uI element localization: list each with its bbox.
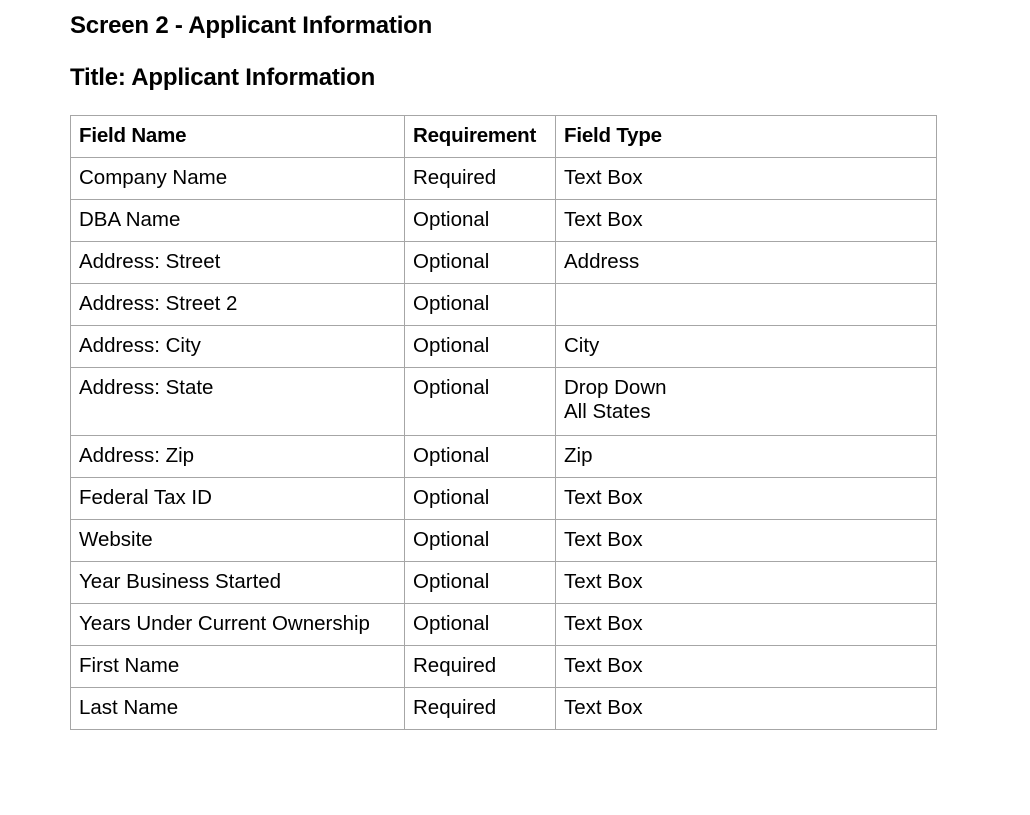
cell-field-name: Address: City	[71, 326, 405, 368]
cell-requirement: Optional	[405, 368, 556, 436]
field-type-line: Text Box	[564, 654, 643, 677]
table-row	[71, 326, 937, 368]
header-requirement: Requirement	[405, 116, 556, 158]
table-row	[71, 284, 937, 326]
cell-requirement: Optional	[405, 326, 556, 368]
field-type-line: Text Box	[564, 570, 643, 593]
cell-field-type	[556, 242, 937, 284]
cell-field-name: Address: State	[71, 368, 405, 436]
field-type-line: Text Box	[564, 166, 643, 189]
table-row	[71, 200, 937, 242]
table-row	[71, 646, 937, 688]
cell-requirement: Optional	[405, 200, 556, 242]
cell-requirement: Optional	[405, 242, 556, 284]
cell-field-name: Federal Tax ID	[71, 478, 405, 520]
table-row	[71, 368, 937, 436]
cell-field-type	[556, 200, 937, 242]
field-spec-table	[70, 115, 937, 730]
cell-field-name: Address: Zip	[71, 436, 405, 478]
cell-field-name: DBA Name	[71, 200, 405, 242]
field-type-line: Zip	[564, 444, 593, 467]
cell-field-name: Company Name	[71, 158, 405, 200]
field-type-line: Text Box	[564, 612, 643, 635]
table-row	[71, 478, 937, 520]
cell-requirement: Optional	[405, 520, 556, 562]
field-type-line: Text Box	[564, 208, 643, 231]
header-field-name: Field Name	[71, 116, 405, 158]
field-type-line: Text Box	[564, 696, 643, 719]
cell-requirement: Required	[405, 158, 556, 200]
cell-field-name: First Name	[71, 646, 405, 688]
cell-field-type	[556, 646, 937, 688]
cell-field-type	[556, 478, 937, 520]
cell-field-type	[556, 520, 937, 562]
cell-field-name: Years Under Current Ownership	[71, 604, 405, 646]
screen-heading: Screen 2 - Applicant Information	[70, 12, 433, 39]
cell-field-type	[556, 284, 937, 326]
cell-field-type	[556, 436, 937, 478]
table-row	[71, 242, 937, 284]
cell-field-type	[556, 368, 937, 436]
table-row	[71, 604, 937, 646]
cell-field-type	[556, 158, 937, 200]
cell-requirement: Required	[405, 688, 556, 730]
cell-field-type	[556, 562, 937, 604]
field-type-line: Address	[564, 250, 640, 273]
cell-field-name: Address: Street	[71, 242, 405, 284]
field-type-line: Drop Down	[564, 376, 667, 399]
table-row	[71, 520, 937, 562]
cell-field-name: Website	[71, 520, 405, 562]
cell-field-name: Last Name	[71, 688, 405, 730]
table-row	[71, 562, 937, 604]
cell-requirement: Optional	[405, 478, 556, 520]
cell-requirement: Optional	[405, 436, 556, 478]
table-row	[71, 436, 937, 478]
cell-field-type	[556, 604, 937, 646]
cell-requirement: Optional	[405, 284, 556, 326]
field-type-line: Text Box	[564, 528, 643, 551]
table-header-row	[71, 116, 937, 158]
field-type-line: All States	[564, 400, 651, 423]
table-row	[71, 158, 937, 200]
cell-field-name: Address: Street 2	[71, 284, 405, 326]
cell-requirement: Required	[405, 646, 556, 688]
cell-requirement: Optional	[405, 604, 556, 646]
cell-field-type	[556, 688, 937, 730]
header-field-type: Field Type	[556, 116, 937, 158]
cell-field-type	[556, 326, 937, 368]
field-type-line: City	[564, 334, 600, 357]
field-type-line: Text Box	[564, 486, 643, 509]
cell-requirement: Optional	[405, 562, 556, 604]
title-heading: Title: Applicant Information	[70, 64, 376, 91]
table-row	[71, 688, 937, 730]
cell-field-name: Year Business Started	[71, 562, 405, 604]
